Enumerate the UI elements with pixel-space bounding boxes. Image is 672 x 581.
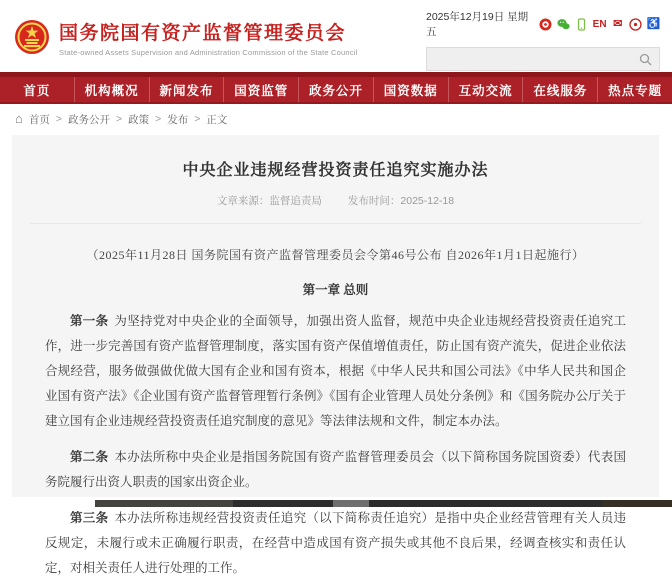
bottom-bar-segment xyxy=(369,500,602,507)
nav-item-home[interactable]: 首页 xyxy=(23,83,51,98)
clause-text: 本办法所称中央企业是指国务院国有资产监督管理委员会（以下简称国务院国资委）代表国务院履行出资人职责的国家出资企业。 xyxy=(45,450,626,489)
article-panel xyxy=(12,135,659,575)
article-paragraph xyxy=(45,445,626,495)
search-input[interactable] xyxy=(433,53,639,65)
weibo-icon[interactable] xyxy=(539,18,552,31)
bottom-bar-segment xyxy=(0,500,95,507)
breadcrumb xyxy=(0,104,672,134)
meta-divider xyxy=(30,223,641,224)
bottom-bar-segment xyxy=(95,500,233,507)
nav-item-services[interactable]: 在线服务 xyxy=(522,77,597,102)
article-title: 中央企业违规经营投资责任追究实施办法 xyxy=(182,162,489,179)
mail-icon[interactable]: ✉ xyxy=(613,17,623,30)
source-label: 文章来源： xyxy=(216,195,270,207)
bottom-bar-segment xyxy=(333,500,369,507)
clause-text: 为坚持党对中央企业的全面领导，加强出资人监督，规范中央企业违规经营投资责任追究工作，进一步完善国有资产监督管理制度，落实国有资产保值增值责任，防止国有资产流失，促进企业依法合规经营，服务做强做优做大国有企业和国有资本，根据《中华人民共和国公司法》《中华人民共和国企业国有资产法》《企业国有资产监督管理暂行条例》《国有企业管理人员处分条例》和《国务院办公厅关于建立国有企业违规经营投资责任追究制度的意见》等法律法规和文件，制定本办法。 xyxy=(45,314,626,428)
search-icon[interactable] xyxy=(639,53,652,66)
breadcrumb-gov-affairs[interactable]: 政务公开 xyxy=(68,113,110,126)
site-title: 国务院国有资产监督管理委员会 xyxy=(59,23,347,44)
wechat-icon[interactable] xyxy=(557,18,570,31)
breadcrumb-separator: > xyxy=(55,113,62,125)
breadcrumb-home[interactable]: 首页 xyxy=(28,113,50,126)
breadcrumb-policy[interactable]: 政策 xyxy=(128,113,150,126)
clause-number: 第二条 xyxy=(70,450,109,464)
decree-line: （2025年11月28日 国务院国有资产监督管理委员会令第46号公布 自2026年1月1日起施行） xyxy=(86,248,585,262)
bottom-bar xyxy=(0,500,672,507)
breadcrumb-separator: > xyxy=(194,113,201,125)
bottom-bar-segment xyxy=(602,500,672,507)
site-brand[interactable] xyxy=(14,8,357,72)
nav-item-about[interactable]: 机构概况 xyxy=(74,77,149,102)
share-icon[interactable] xyxy=(629,18,642,31)
breadcrumb-release[interactable]: 发布 xyxy=(167,113,189,126)
source-value: 监督追责局 xyxy=(269,195,322,207)
article-paragraph xyxy=(45,309,626,434)
site-search[interactable] xyxy=(426,47,660,71)
breadcrumb-separator: > xyxy=(155,113,162,125)
article-paragraph xyxy=(45,506,626,581)
national-emblem-logo xyxy=(14,19,50,55)
chapter-heading: 第一章 总则 xyxy=(302,283,369,297)
publish-label: 发布时间： xyxy=(347,195,401,207)
header-toolbar xyxy=(426,0,660,72)
nav-item-data[interactable]: 国资数据 xyxy=(373,77,448,102)
mobile-icon[interactable] xyxy=(575,18,588,31)
bottom-bar-segment xyxy=(233,500,333,507)
language-toggle-en[interactable]: EN xyxy=(592,18,607,30)
nav-item-topics[interactable]: 热点专题 xyxy=(597,77,672,102)
main-nav xyxy=(0,72,672,104)
clause-number: 第一条 xyxy=(70,314,109,328)
nav-item-gov-affairs[interactable]: 政务公开 xyxy=(298,77,373,102)
site-subtitle: State-owned Assets Supervision and Administration Commission of the State Council xyxy=(59,48,358,57)
breadcrumb-current: 正文 xyxy=(206,113,228,126)
article-meta xyxy=(12,193,659,208)
current-date: 2025年12月19日 星期五 xyxy=(426,11,529,38)
clause-number: 第三条 xyxy=(70,511,109,525)
accessibility-icon[interactable]: ♿ xyxy=(646,17,661,30)
nav-item-supervision[interactable]: 国资监管 xyxy=(223,77,298,102)
site-header xyxy=(0,0,672,72)
nav-item-news[interactable]: 新闻发布 xyxy=(149,77,224,102)
publish-value: 2025-12-18 xyxy=(400,195,455,207)
nav-item-interaction[interactable]: 互动交流 xyxy=(448,77,523,102)
clause-text: 本办法所称违规经营投资责任追究（以下简称责任追究）是指中央企业经营管理有关人员违反规定，未履行或未正确履行职责，在经营中造成国有资产损失或其他不良后果，经调查核实和责任认定，对相关责任人进行处理的工作。 xyxy=(45,511,626,575)
breadcrumb-separator: > xyxy=(116,113,123,125)
home-icon[interactable]: ⌂ xyxy=(15,111,23,126)
